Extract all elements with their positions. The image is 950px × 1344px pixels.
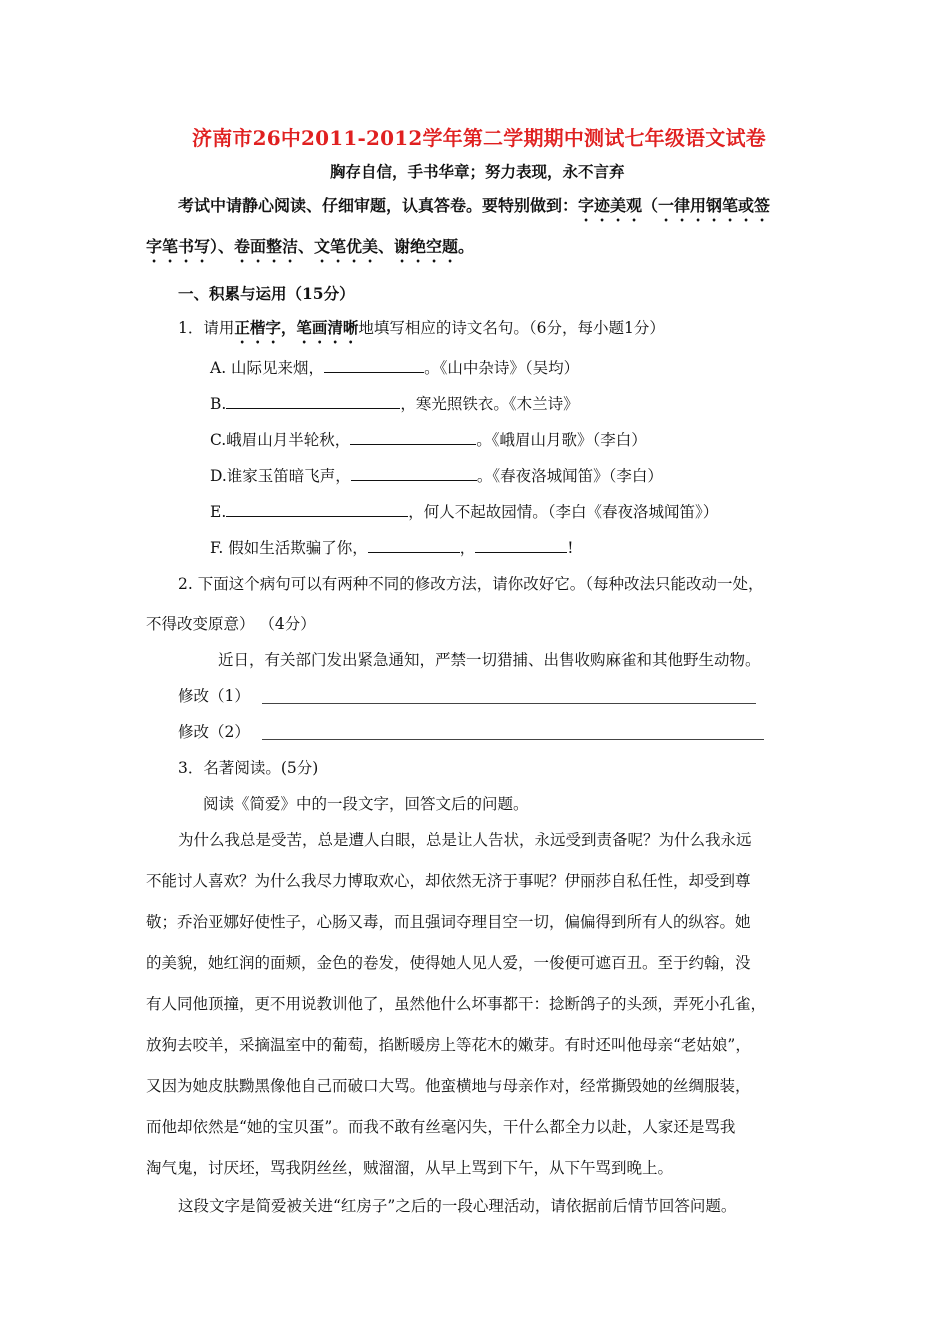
item-text: F. 假如生活欺骗了你， — [210, 539, 368, 557]
instructions-emphasis: 字笔书写）、卷面整洁、文笔优美、谢绝空题 — [146, 237, 459, 256]
passage-line: 敬；乔治亚娜好使性子，心肠又毒，而且强词夺理目空一切，偏偏得到所有人的纵容。她 — [146, 913, 751, 931]
passage-line: 为什么我总是受苦，总是遭人白眼，总是让人告状，永远受到责备呢？为什么我永远 — [178, 831, 752, 849]
q1-emphasis: 正楷字 — [234, 318, 281, 337]
fix-1-label: 修改（1） — [178, 687, 250, 705]
question-1 — [178, 318, 665, 347]
answer-blank[interactable] — [324, 358, 424, 373]
item-text: ， — [459, 539, 476, 557]
fix-2-answer-line[interactable] — [262, 739, 764, 740]
item-text: E. — [210, 503, 227, 521]
item-text: A. 山际见来烟， — [210, 359, 325, 377]
section-heading: 一、积累与运用（15分） — [178, 284, 355, 303]
item-text: C.峨眉山月半轮秋， — [210, 431, 351, 449]
question-3-followup: 这段文字是简爱被关进“红房子”之后的一段心理活动，请依据前后情节回答问题。 — [178, 1197, 737, 1215]
q1-text: 1．请用 — [178, 319, 235, 337]
q1-text: ， — [280, 318, 297, 337]
passage-line: 又因为她皮肤黝黑像他自己而破口大骂。他蛮横地与母亲作对，经常撕毁她的丝绸服装， — [146, 1077, 751, 1095]
passage-line: 有人同他顶撞，更不用说教训他了，虽然他什么坏事都干：捻断鸽子的头颈，弄死小孔雀， — [146, 995, 767, 1013]
passage-line: 不能讨人喜欢？为什么我尽力博取欢心，却依然无济于事呢？伊丽莎自私任性，却受到尊 — [146, 872, 751, 890]
exam-title: 济南市26中2011-2012学年第二学期期中测试七年级语文试卷 — [192, 126, 766, 150]
item-text: B. — [210, 395, 227, 413]
instructions-line-2 — [146, 237, 474, 266]
passage-line: 淘气鬼，讨厌坯，骂我阴丝丝，贼溜溜，从早上骂到下午，从下午骂到晚上。 — [146, 1159, 674, 1177]
q1-emphasis: 笔画清晰 — [296, 318, 359, 337]
instructions-line-1 — [178, 196, 770, 225]
item-text: 。《山中杂诗》（吴均） — [424, 359, 580, 377]
item-text: ，何人不起故园情。（李白《春夜洛城闻笛》） — [408, 503, 719, 521]
motto: 胸存自信，手书华章；努力表现，永不言弃 — [330, 162, 625, 181]
item-text: 。《峨眉山月歌》（李白） — [476, 431, 647, 449]
q1-item-e — [210, 502, 718, 522]
question-2-line-1: 2. 下面这个病句可以有两种不同的修改方法，请你改好它。（每种改法只能改动一处， — [178, 575, 764, 593]
question-3-heading: 3．名著阅读。(5分) — [178, 759, 319, 777]
q1-item-d — [210, 466, 663, 486]
passage-line: 而他却依然是“她的宝贝蛋”。而我不敢有丝毫闪失，干什么都全力以赴，人家还是骂我 — [146, 1118, 736, 1136]
q1-item-f — [210, 538, 573, 558]
item-text: 。《春夜洛城闻笛》（李白） — [476, 467, 663, 485]
question-3-intro: 阅读《简爱》中的一段文字，回答文后的问题。 — [203, 795, 529, 813]
q1-item-b — [210, 394, 579, 414]
fix-1-answer-line[interactable] — [262, 703, 756, 704]
answer-blank[interactable] — [368, 538, 460, 553]
faulty-sentence: 近日，有关部门发出紧急通知，严禁一切猎捕、出售收购麻雀和其他野生动物。 — [218, 651, 761, 669]
answer-blank[interactable] — [226, 502, 408, 517]
answer-blank[interactable] — [350, 430, 476, 445]
instructions-text: 考试中请静心阅读、仔细审题，认真答卷。要特别做到： — [178, 196, 579, 215]
instructions-text: 。 — [458, 237, 475, 256]
instructions-emphasis: 字迹美观（一律用钢笔或签 — [578, 196, 771, 215]
passage-line: 的美貌，她红润的面颊，金色的卷发，使得她人见人爱，一俊便可遮百丑。至于约翰，没 — [146, 954, 751, 972]
item-text: D.谁家玉笛暗飞声， — [210, 467, 351, 485]
question-2-line-2: 不得改变原意） （4分） — [146, 615, 316, 633]
q1-item-c — [210, 430, 647, 450]
q1-text: 地填写相应的诗文名句。（6分，每小题1分） — [358, 319, 665, 337]
fix-2-label: 修改（2） — [178, 723, 250, 741]
passage-line: 放狗去咬羊，采摘温室中的葡萄，掐断暖房上等花木的嫩芽。有时还叫他母亲“老姑娘”， — [146, 1036, 751, 1054]
item-text: ! — [567, 539, 574, 557]
answer-blank[interactable] — [475, 538, 567, 553]
answer-blank[interactable] — [226, 394, 400, 409]
answer-blank[interactable] — [351, 466, 477, 481]
q1-item-a — [210, 358, 579, 378]
item-text: ，寒光照铁衣。《木兰诗》 — [400, 395, 579, 413]
